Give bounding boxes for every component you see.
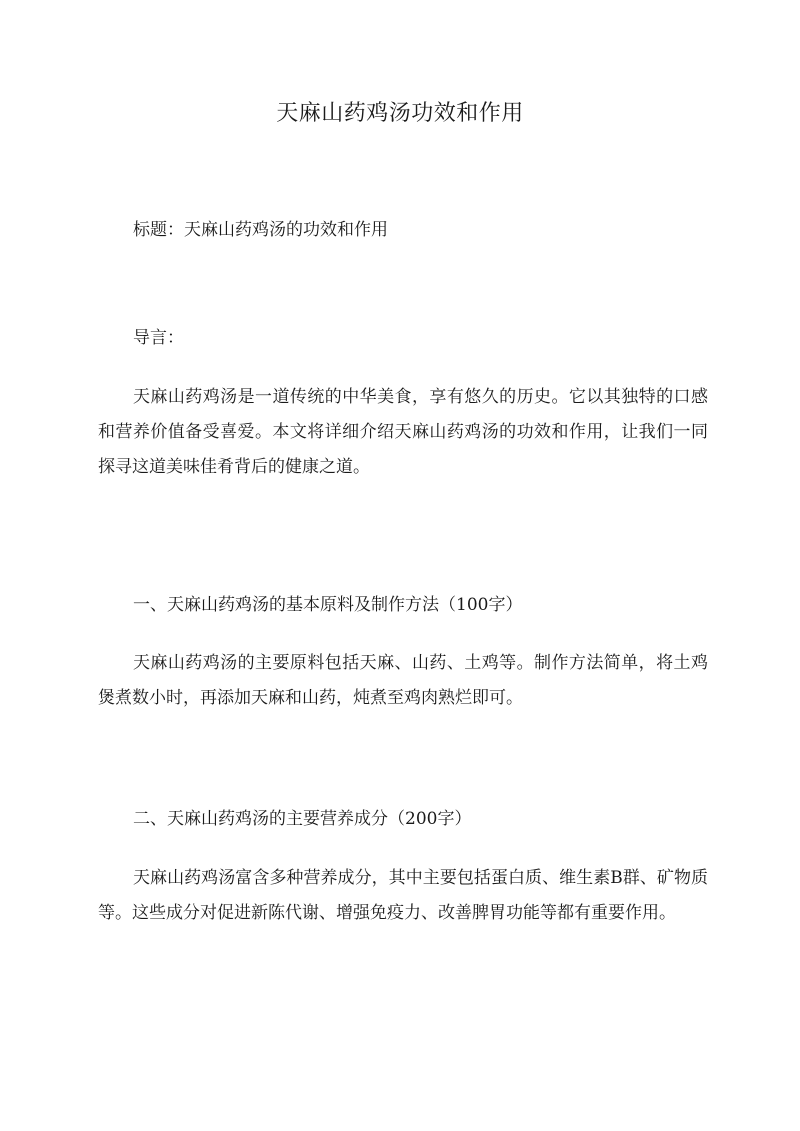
section-1-heading-block xyxy=(98,588,708,623)
section-2-heading-block xyxy=(98,802,708,837)
intro-heading: 导言： xyxy=(133,328,184,348)
intro-heading-block xyxy=(98,321,708,356)
section-2-heading: 二、天麻山药鸡汤的主要营养成分（200字） xyxy=(133,809,472,829)
label-title-text: 标题：天麻山药鸡汤的功效和作用 xyxy=(133,220,388,240)
section-1-heading: 一、天麻山药鸡汤的基本原料及制作方法（100字） xyxy=(133,595,523,615)
section-1-paragraph: 天麻山药鸡汤的主要原料包括天麻、山药、土鸡等。制作方法简单，将土鸡煲煮数小时，再添加天麻和山药，炖煮至鸡肉熟烂即可。 xyxy=(98,653,708,708)
document-title: 天麻山药鸡汤功效和作用 xyxy=(276,101,524,126)
label-title-line xyxy=(98,213,708,248)
section-2-paragraph: 天麻山药鸡汤富含多种营养成分，其中主要包括蛋白质、维生素B群、矿物质等。这些成分对促进新陈代谢、增强免疫力、改善脾胃功能等都有重要作用。 xyxy=(98,868,708,923)
section-2-paragraph-block xyxy=(98,861,708,931)
section-1-paragraph-block xyxy=(98,646,708,716)
intro-paragraph: 天麻山药鸡汤是一道传统的中华美食，享有悠久的历史。它以其独特的口感和营养价值备受喜爱。本文将详细介绍天麻山药鸡汤的功效和作用，让我们一同探寻这道美味佳肴背后的健康之道。 xyxy=(98,387,708,477)
intro-paragraph-block xyxy=(98,380,708,485)
